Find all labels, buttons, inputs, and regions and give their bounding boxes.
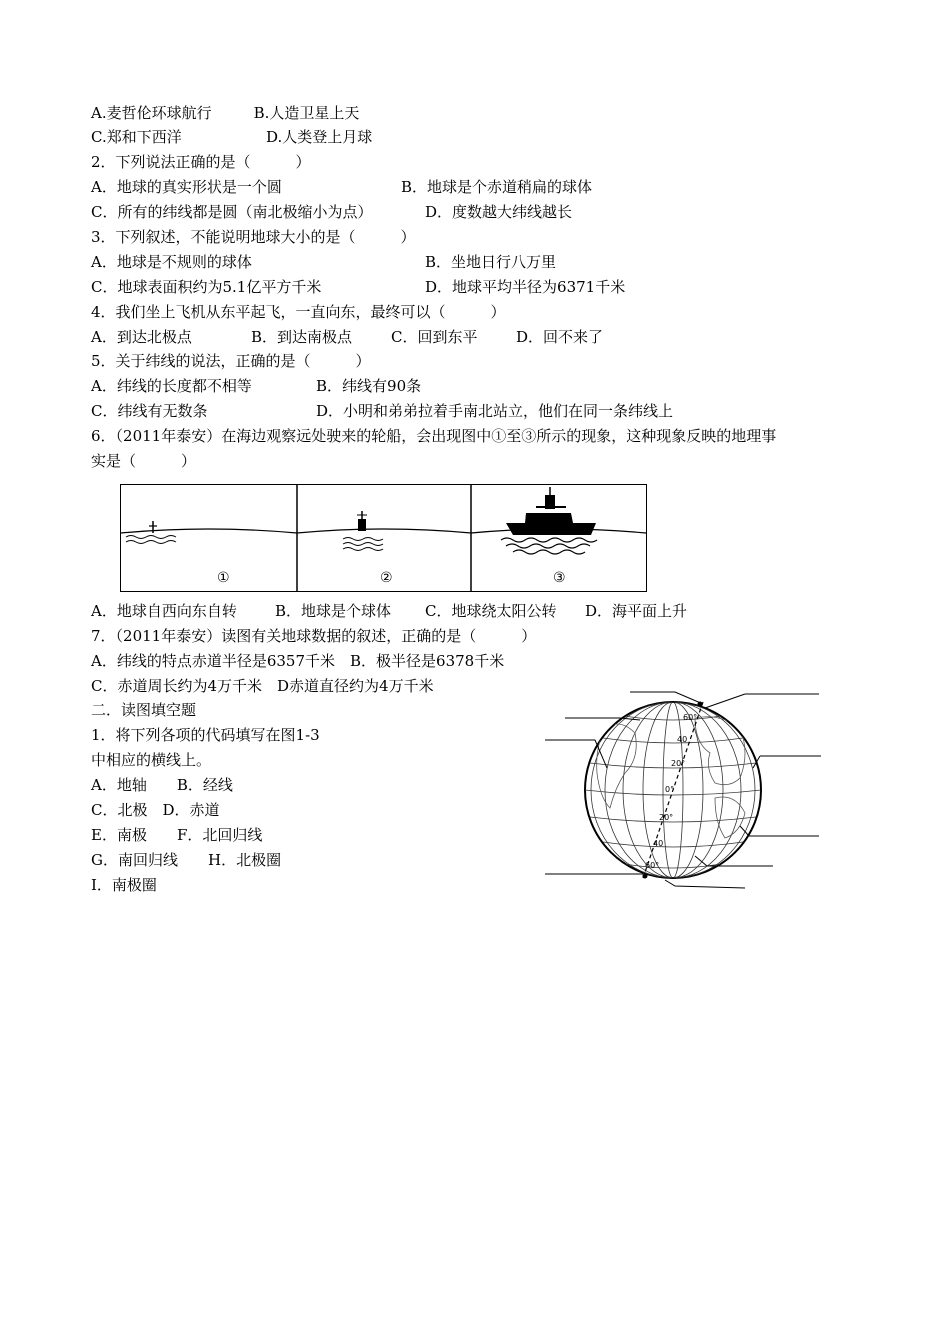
section2-opts-2: C．北极 D．赤道 <box>91 801 220 819</box>
q4-options <box>91 328 603 346</box>
q1-options-row2 <box>91 128 372 146</box>
q2-options-cd <box>91 203 572 221</box>
q3-stem: 3．下列叙述，不能说明地球大小的是（ ） <box>91 228 416 246</box>
q3-option-d: D．地球平均半径为6371千米 <box>425 278 626 296</box>
q3-options-ab <box>91 253 556 271</box>
q5-option-d: D．小明和弟弟拉着手南北站立，他们在同一条纬线上 <box>316 402 674 420</box>
q2-option-c: C．所有的纬线都是圆（南北极缩小为点） <box>91 203 373 221</box>
q5-stem: 5．关于纬线的说法，正确的是（ ） <box>91 352 371 370</box>
section2-opts-1: A．地轴 B．经线 <box>91 776 233 794</box>
q6-option-c: C．地球绕太阳公转 <box>425 602 557 620</box>
q1-option-a: A.麦哲伦环球航行 <box>91 104 212 122</box>
q6-option-d: D．海平面上升 <box>585 602 688 620</box>
panel-label-2: ② <box>380 570 393 586</box>
q6-options <box>91 602 687 620</box>
q7-options-cd: C．赤道周长约为4万千米 D赤道直径约为4万千米 <box>91 677 434 695</box>
section2-item-line2: 中相应的横线上。 <box>91 751 212 769</box>
lat-label-20s: 20° <box>659 813 674 822</box>
q1-option-c: C.郑和下西洋 <box>91 128 182 146</box>
ship-figure <box>120 484 647 592</box>
q2-option-b: B．地球是个赤道稍扁的球体 <box>401 178 593 196</box>
section2-opts-3: E．南极 F．北回归线 <box>91 826 263 844</box>
panel-label-3: ③ <box>553 570 566 586</box>
q3-option-c: C．地球表面积约为5.1亿平方千米 <box>91 278 322 296</box>
section2-opts-5: I．南极圈 <box>91 876 157 894</box>
q5-option-c: C．纬线有无数条 <box>91 402 208 420</box>
lat-label-40n: 40 <box>677 735 688 744</box>
q2-options-ab <box>91 178 592 196</box>
q6-stem-line1: 6．（2011年泰安）在海边观察远处驶来的轮船，会出现图中①至③所示的现象，这种现象反映的地理事 <box>91 427 777 445</box>
q3-options-cd <box>91 278 625 296</box>
lat-label-60n: 60° <box>683 713 698 722</box>
q5-option-a: A．纬线的长度都不相等 <box>91 377 252 395</box>
q1-option-b: B.人造卫星上天 <box>253 104 360 122</box>
globe-figure <box>545 688 830 898</box>
q6-option-b: B．地球是个球体 <box>275 602 392 620</box>
section2-item-line1: 1．将下列各项的代码填写在图1-3 <box>91 726 320 744</box>
q6-stem-line2: 实是（ ） <box>91 452 197 470</box>
lat-label-20n: 20° <box>671 759 686 768</box>
q7-options-ab: A．纬线的特点赤道半径是6357千米 B．极半径是6378千米 <box>91 652 505 670</box>
q1-options-row1 <box>91 104 359 122</box>
q5-option-b: B．纬线有90条 <box>316 377 422 395</box>
q6-option-a: A．地球自西向东自转 <box>91 602 237 620</box>
q4-option-c: C．回到东平 <box>391 328 478 346</box>
south-pole-dot <box>643 874 648 879</box>
section2-opts-4: G．南回归线 H．北极圈 <box>91 851 282 869</box>
q5-options-ab <box>91 377 421 395</box>
panel-label-1: ① <box>217 570 230 586</box>
q7-stem: 7．（2011年泰安）读图有关地球数据的叙述，正确的是（ ） <box>91 627 537 645</box>
lat-label-40s: 40 <box>653 839 664 848</box>
q2-option-a: A．地球的真实形状是一个圆 <box>91 178 282 196</box>
q4-option-b: B．到达南极点 <box>251 328 353 346</box>
q4-stem: 4．我们坐上飞机从东平起飞，一直向东，最终可以（ ） <box>91 303 506 321</box>
section2-heading: 二．读图填空题 <box>91 701 197 719</box>
q2-stem: 2．下列说法正确的是（ ） <box>91 153 311 171</box>
q4-option-a: A．到达北极点 <box>91 328 192 346</box>
ship-near-icon <box>501 487 597 554</box>
q4-option-d: D．回不来了 <box>516 328 604 346</box>
q1-option-d: D.人类登上月球 <box>266 128 373 146</box>
q2-option-d: D．度数越大纬线越长 <box>425 203 573 221</box>
q3-option-a: A．地球是不规则的球体 <box>91 253 252 271</box>
q3-option-b: B．坐地日行八万里 <box>425 253 557 271</box>
q5-options-cd <box>91 402 673 420</box>
ship-mid-icon <box>343 511 383 551</box>
lat-label-60s: 60° <box>645 861 660 870</box>
lat-label-0: 0° <box>665 785 675 794</box>
